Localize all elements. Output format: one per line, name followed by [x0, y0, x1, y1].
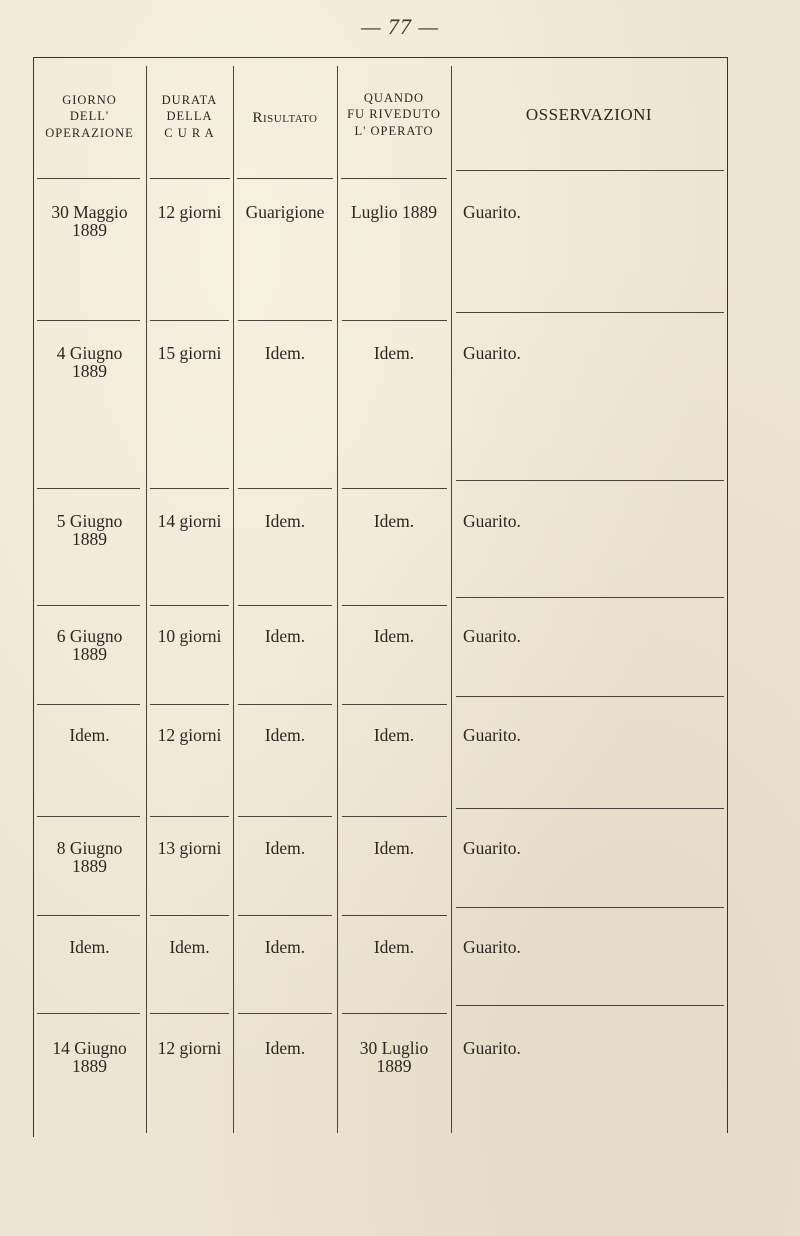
- header-rule: [150, 178, 230, 179]
- row-rule: [342, 1013, 447, 1014]
- header-giorno: [33, 92, 146, 141]
- row-rule: [456, 808, 724, 809]
- riveduto-cell: [337, 203, 451, 221]
- row-rule: [37, 320, 140, 321]
- header-rule: [456, 170, 724, 171]
- row-rule: [238, 320, 332, 321]
- osservazioni-cell-line: Guarito.: [463, 937, 521, 957]
- giorno-cell: [33, 938, 146, 956]
- giorno-cell: [33, 627, 146, 664]
- giorno-cell-line: 1889: [72, 220, 107, 241]
- riveduto-cell: [337, 938, 451, 956]
- row-rule: [238, 704, 332, 705]
- durata-cell: [146, 938, 233, 956]
- riveduto-cell-line: Idem.: [373, 343, 415, 363]
- durata-cell: [146, 839, 233, 857]
- header-quando-line-2: FU RIVEDUTO: [347, 107, 441, 122]
- column-divider: [451, 66, 452, 1133]
- risultato-cell-line: Idem.: [264, 725, 306, 745]
- column-divider: [146, 66, 147, 1133]
- durata-cell-line: 14 giorni: [157, 511, 222, 531]
- risultato-cell-line: Idem.: [264, 838, 306, 858]
- durata-cell: [146, 1039, 233, 1057]
- durata-cell-line: 13 giorni: [157, 838, 222, 858]
- header-giorno-line-1: GIORNO: [62, 93, 117, 107]
- riveduto-cell-line: Idem.: [373, 937, 415, 957]
- giorno-cell: [33, 512, 146, 549]
- riveduto-cell: [337, 839, 451, 857]
- header-quando-line-1: QUANDO: [363, 91, 425, 105]
- durata-cell: [146, 512, 233, 530]
- risultato-cell: [233, 203, 337, 221]
- row-rule: [456, 597, 724, 598]
- durata-cell: [146, 203, 233, 221]
- giorno-cell: [33, 726, 146, 744]
- riveduto-cell-line: Idem.: [373, 725, 415, 745]
- row-rule: [150, 915, 229, 916]
- row-rule: [150, 320, 229, 321]
- row-rule: [150, 605, 229, 606]
- giorno-cell-line: 8 Giugno: [56, 838, 123, 858]
- osservazioni-cell: [463, 726, 727, 744]
- header-rule: [237, 178, 333, 179]
- risultato-cell: [233, 627, 337, 645]
- durata-cell: [146, 726, 233, 744]
- header-risultato: Risultato: [252, 110, 318, 126]
- riveduto-cell: [337, 627, 451, 645]
- giorno-cell-line: 30 Maggio: [51, 202, 128, 222]
- giorno-cell-line: 1889: [72, 856, 107, 877]
- durata-cell-line: Idem.: [169, 937, 210, 957]
- giorno-cell-line: 1889: [72, 644, 107, 665]
- giorno-cell: [33, 839, 146, 876]
- osservazioni-cell: [463, 1039, 727, 1057]
- header-giorno-line-2: DELL': [69, 109, 110, 124]
- osservazioni-cell: [463, 938, 727, 956]
- osservazioni-cell-line: Guarito.: [463, 511, 521, 531]
- row-rule: [238, 488, 332, 489]
- durata-cell: [146, 627, 233, 645]
- riveduto-cell-line: 1889: [376, 1056, 412, 1077]
- riveduto-cell-line: Idem.: [373, 511, 415, 531]
- durata-cell-line: 12 giorni: [157, 202, 222, 222]
- row-rule: [37, 816, 140, 817]
- header-rule: [37, 178, 140, 179]
- row-rule: [456, 480, 724, 481]
- giorno-cell-line: 4 Giugno: [56, 343, 123, 363]
- page-number: — 77 —: [360, 14, 440, 39]
- row-rule: [456, 907, 724, 908]
- header-quando-line-3: L' OPERATO: [354, 123, 434, 138]
- operations-table: [33, 57, 728, 1133]
- durata-cell-line: 12 giorni: [157, 725, 222, 745]
- header-quando: [337, 90, 451, 139]
- risultato-cell-line: Idem.: [264, 937, 306, 957]
- header-durata-line-1: DURATA: [161, 93, 218, 107]
- row-rule: [37, 488, 140, 489]
- osservazioni-cell: [463, 512, 727, 530]
- riveduto-cell: [337, 726, 451, 744]
- row-rule: [238, 1013, 332, 1014]
- risultato-cell: [233, 938, 337, 956]
- riveduto-cell-line: Luglio 1889: [350, 202, 438, 222]
- riveduto-cell: [337, 1039, 451, 1076]
- row-rule: [37, 605, 140, 606]
- giorno-cell: [33, 1039, 146, 1076]
- row-rule: [37, 915, 140, 916]
- durata-cell: [146, 344, 233, 362]
- osservazioni-cell: [463, 839, 727, 857]
- riveduto-cell: [337, 344, 451, 362]
- risultato-cell-line: Guarigione: [245, 202, 325, 222]
- risultato-cell-line: Idem.: [264, 1038, 306, 1058]
- row-rule: [456, 696, 724, 697]
- giorno-cell-line: 1889: [72, 529, 107, 550]
- durata-cell-line: 15 giorni: [157, 343, 222, 363]
- osservazioni-cell-line: Guarito.: [463, 725, 521, 745]
- row-rule: [37, 1013, 140, 1014]
- giorno-cell: [33, 344, 146, 381]
- row-rule: [342, 488, 447, 489]
- osservazioni-cell: [463, 627, 727, 645]
- row-rule: [238, 915, 332, 916]
- risultato-cell-line: Idem.: [264, 343, 306, 363]
- osservazioni-cell: [463, 344, 727, 362]
- osservazioni-cell: [463, 203, 727, 221]
- osservazioni-cell-line: Guarito.: [463, 626, 521, 646]
- giorno-cell-line: 14 Giugno: [52, 1038, 127, 1058]
- row-rule: [238, 605, 332, 606]
- column-divider: [337, 66, 338, 1133]
- header-osservazioni: OSSERVAZIONI: [525, 105, 653, 124]
- row-rule: [342, 320, 447, 321]
- riveduto-cell-line: 30 Luglio: [359, 1038, 429, 1058]
- row-rule: [342, 915, 447, 916]
- giorno-cell-line: 6 Giugno: [56, 626, 123, 646]
- header-durata: [146, 92, 233, 141]
- giorno-cell-line: Idem.: [69, 725, 110, 745]
- riveduto-cell-line: Idem.: [373, 626, 415, 646]
- giorno-cell-line: 1889: [72, 1056, 107, 1077]
- column-divider: [233, 66, 234, 1133]
- osservazioni-cell-line: Guarito.: [463, 838, 521, 858]
- risultato-cell: [233, 512, 337, 530]
- riveduto-cell-line: Idem.: [373, 838, 415, 858]
- row-rule: [238, 816, 332, 817]
- risultato-cell: [233, 839, 337, 857]
- giorno-cell: [33, 203, 146, 240]
- row-rule: [37, 704, 140, 705]
- durata-cell-line: 12 giorni: [157, 1038, 222, 1058]
- row-rule: [342, 816, 447, 817]
- giorno-cell-line: 5 Giugno: [56, 511, 123, 531]
- row-rule: [456, 312, 724, 313]
- header-durata-line-3: C U R A: [164, 125, 215, 140]
- row-rule: [150, 816, 229, 817]
- osservazioni-cell-line: Guarito.: [463, 202, 521, 222]
- osservazioni-cell-line: Guarito.: [463, 343, 521, 363]
- riveduto-cell: [337, 512, 451, 530]
- row-rule: [150, 488, 229, 489]
- giorno-cell-line: Idem.: [69, 937, 110, 957]
- osservazioni-cell-line: Guarito.: [463, 1038, 521, 1058]
- row-rule: [342, 704, 447, 705]
- durata-cell-line: 10 giorni: [157, 626, 222, 646]
- row-rule: [456, 1005, 724, 1006]
- header-giorno-line-3: OPERAZIONE: [45, 125, 134, 140]
- row-rule: [150, 1013, 229, 1014]
- header-rule: [341, 178, 447, 179]
- risultato-cell: [233, 344, 337, 362]
- risultato-cell: [233, 726, 337, 744]
- row-rule: [342, 605, 447, 606]
- header-durata-line-2: DELLA: [166, 109, 213, 124]
- giorno-cell-line: 1889: [72, 361, 107, 382]
- risultato-cell-line: Idem.: [264, 511, 306, 531]
- row-rule: [150, 704, 229, 705]
- risultato-cell-line: Idem.: [264, 626, 306, 646]
- risultato-cell: [233, 1039, 337, 1057]
